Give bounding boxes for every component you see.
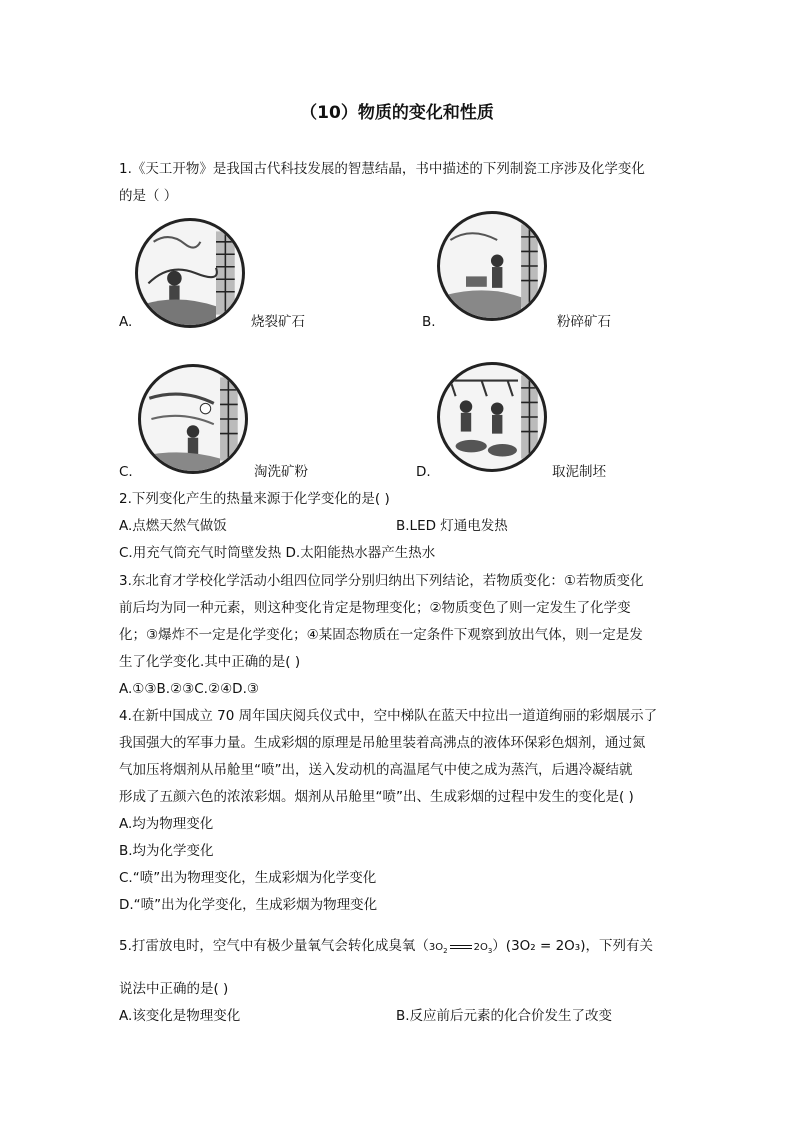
q2-option-cd[interactable]: C.用充气筒充气时筒壁发热 D.太阳能热水器产生热水 xyxy=(119,545,436,561)
q4-line2: 我国强大的军事力量。生成彩烟的原理是吊舱里装着高沸点的液体环保彩色烟剂，通过氮 xyxy=(119,735,646,751)
q4-option-d[interactable]: D.“喷”出为化学变化，生成彩烟为物理变化 xyxy=(119,897,378,913)
q3-options[interactable]: A.①③B.②③C.②④D.③ xyxy=(119,681,259,697)
q5-stem-line2: 说法中正确的是( ) xyxy=(119,981,229,997)
q4-line3: 气加压将烟剂从吊舱里“喷”出，送入发动机的高温尾气中使之成为蒸汽，后遇冷凝结就 xyxy=(119,762,633,778)
q1-option-c-caption: 淘洗矿粉 xyxy=(254,464,308,480)
q1-stem-line1: 1.《天工开物》是我国古代科技发展的智慧结晶，书中描述的下列制瓷工序涉及化学变化 xyxy=(119,161,645,177)
crush-ore-illustration xyxy=(437,211,547,321)
q1-option-b-caption: 粉碎矿石 xyxy=(557,314,611,330)
q5-equation xyxy=(429,942,492,953)
q4-option-b[interactable]: B.均为化学变化 xyxy=(119,843,214,859)
q5-eq-right-sub: 3 xyxy=(487,947,493,955)
clay-mold-illustration xyxy=(437,362,547,472)
q1-option-d-caption: 取泥制坯 xyxy=(552,464,606,480)
q1-option-a-letter[interactable]: A. xyxy=(119,314,133,330)
q1-option-b-letter[interactable]: B. xyxy=(422,314,436,330)
q4-line4: 形成了五颜六色的浓浓彩烟。烟剂从吊舱里“喷”出、生成彩烟的过程中发生的变化是( ) xyxy=(119,789,634,805)
q1-option-a-caption: 烧裂矿石 xyxy=(251,314,305,330)
wash-ore-illustration xyxy=(138,364,248,474)
q4-line1: 4.在新中国成立 70 周年国庆阅兵仪式中，空中梯队在蓝天中拉出一道道绚丽的彩烟展示了 xyxy=(119,708,658,724)
q4-option-a[interactable]: A.均为物理变化 xyxy=(119,816,214,832)
q5-stem-pre: 5.打雷放电时，空气中有极少量氧气会转化成臭氧（ xyxy=(119,938,429,954)
q3-line1: 3.东北育才学校化学活动小组四位同学分别归纳出下列结论，若物质变化：①若物质变化 xyxy=(119,573,644,589)
q2-option-b[interactable]: B.LED 灯通电发热 xyxy=(396,518,508,534)
q5-eq-left: 3O xyxy=(428,942,444,953)
q3-line4: 生了化学变化.其中正确的是( ) xyxy=(119,654,301,670)
q3-line3: 化；③爆炸不一定是化学变化；④某固态物质在一定条件下观察到放出气体，则一定是发 xyxy=(119,627,643,643)
q5-eq-arrow xyxy=(450,945,472,949)
q1-option-d-letter[interactable]: D. xyxy=(416,464,431,480)
q5-eq-left-sub: 2 xyxy=(443,947,448,955)
q3-line2: 前后均为同一种元素，则这种变化肯定是物理变化；②物质变色了则一定发生了化学变 xyxy=(119,600,631,616)
q2-stem: 2.下列变化产生的热量来源于化学变化的是( ) xyxy=(119,491,390,507)
q2-option-a[interactable]: A.点燃天然气做饭 xyxy=(119,518,227,534)
q5-option-b[interactable]: B.反应前后元素的化合价发生了改变 xyxy=(396,1008,613,1024)
q1-stem-line2: 的是（ ） xyxy=(119,188,178,204)
q5-stem-post: ）(3O₂ = 2O₃)，下列有关 xyxy=(492,938,653,954)
q5-option-a[interactable]: A.该变化是物理变化 xyxy=(119,1008,241,1024)
q5-stem-line1 xyxy=(119,937,653,960)
kiln-ore-illustration xyxy=(135,218,245,328)
q5-eq-right: 2O xyxy=(473,942,488,953)
q4-option-c[interactable]: C.“喷”出为物理变化，生成彩烟为化学变化 xyxy=(119,870,377,886)
page-title: （10）物质的变化和性质 xyxy=(300,103,494,123)
q1-option-c-letter[interactable]: C. xyxy=(119,464,133,480)
